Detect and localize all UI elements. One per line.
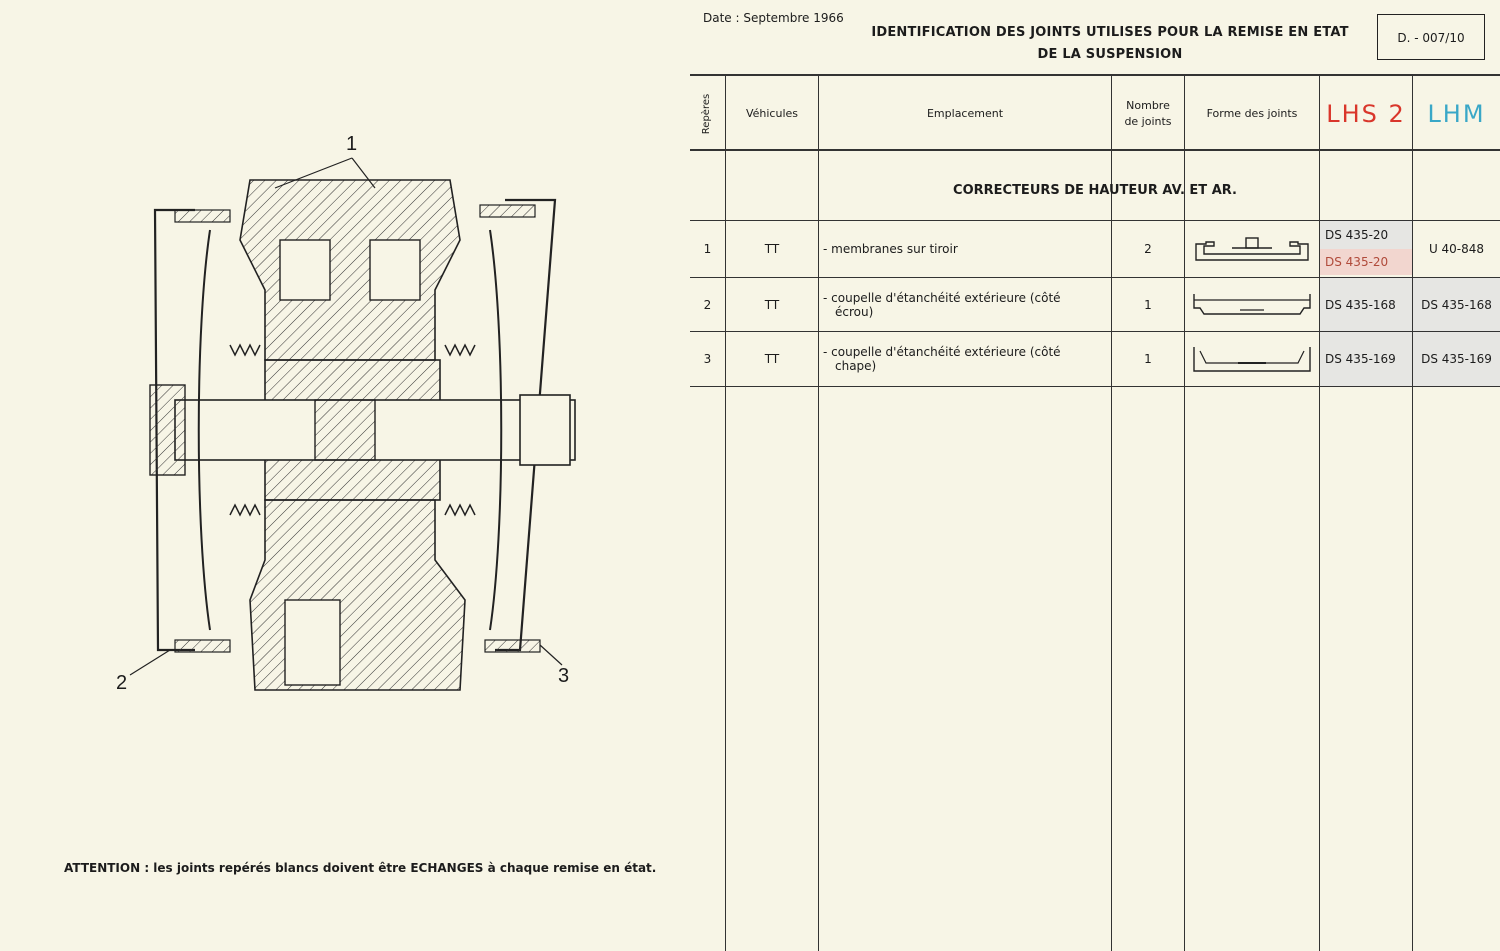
row2-nombre: 1 (1144, 297, 1152, 312)
row2-joint-shape (1185, 278, 1319, 331)
row1-vehicule: TT (764, 242, 780, 256)
column-header-lhm: LHM (1427, 100, 1486, 128)
cup-joint-icon (1190, 343, 1314, 375)
column-rule (1412, 76, 1413, 951)
row1-joint-shape (1185, 221, 1319, 277)
row-rule (690, 386, 1500, 387)
column-header-nombre: Nombre de joints (1124, 99, 1172, 128)
column-header-lhs2: LHS 2 (1326, 100, 1406, 128)
row3-repere: 3 (703, 352, 712, 366)
column-header-emplacement: Emplacement (926, 107, 1004, 120)
row2-emplacement: - coupelle d'étanchéité extérieure (côté écrou) (823, 290, 1061, 319)
column-rule (818, 76, 819, 951)
callout-2: 2 (116, 672, 128, 694)
document-date: Date : Septembre 1966 (703, 11, 844, 25)
row1-lhs2-a: DS 435-20 (1320, 221, 1412, 249)
callout-3: 3 (558, 665, 570, 687)
row3-vehicule: TT (764, 352, 780, 366)
attention-note: ATTENTION : les joints repérés blancs doivent être ECHANGES à chaque remise en état. (64, 861, 657, 875)
callout-1: 1 (346, 133, 358, 155)
column-rule (1184, 76, 1185, 951)
column-header-reperes: Repères (701, 93, 713, 135)
section-title: CORRECTEURS DE HAUTEUR AV. ET AR. (953, 183, 1237, 198)
row1-lhm: U 40-848 (1428, 242, 1485, 256)
row2-repere: 2 (703, 297, 712, 312)
column-rule (1111, 76, 1112, 951)
document-reference: D. - 007/10 (1377, 14, 1485, 60)
row2-lhs2: DS 435-168 (1320, 278, 1412, 331)
row1-lhs2-b: DS 435-20 (1320, 249, 1412, 275)
cup-joint-icon (1190, 290, 1314, 320)
row3-joint-shape (1185, 332, 1319, 386)
column-header-forme: Forme des joints (1206, 107, 1298, 120)
row1-repere: 1 (703, 242, 712, 256)
row3-emplacement: - coupelle d'étanchéité extérieure (côté chape) (823, 345, 1061, 373)
column-rule (1319, 76, 1320, 951)
row3-lhs2: DS 435-169 (1320, 332, 1412, 386)
column-rule (725, 76, 726, 951)
membrane-joint-icon (1192, 234, 1312, 264)
height-corrector-cross-section-diagram (100, 130, 600, 700)
column-header-vehicules: Véhicules (745, 107, 799, 120)
row1-nombre: 2 (1144, 242, 1152, 256)
row3-nombre: 1 (1144, 352, 1152, 366)
table-top-rule (690, 74, 1500, 76)
document-title: IDENTIFICATION DES JOINTS UTILISES POUR LA REMISE EN ETAT DE LA SUSPENSION (871, 25, 1349, 62)
row3-lhm: DS 435-169 (1413, 332, 1500, 386)
row2-vehicule: TT (764, 297, 780, 312)
row2-lhm: DS 435-168 (1413, 278, 1500, 331)
row1-emplacement: - membranes sur tiroir (823, 242, 958, 256)
